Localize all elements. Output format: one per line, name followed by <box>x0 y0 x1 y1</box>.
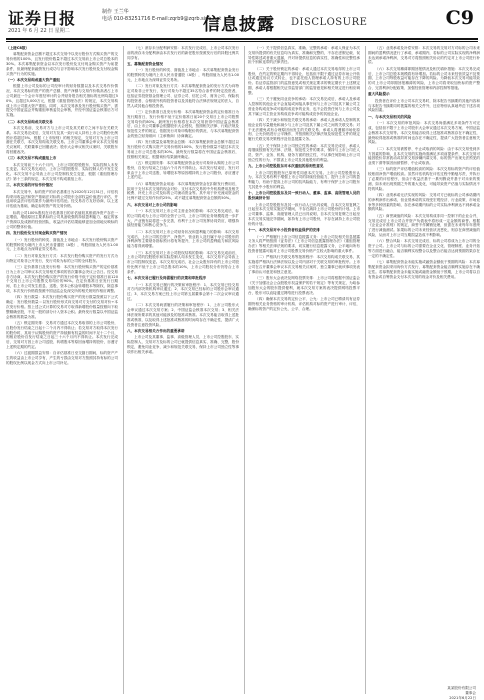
body-paragraph: （四）发行数量及募集资金总额：本次募集配套资金总额不超过以发行股份方式购买资产交易价格的100%，发行股份数量不超过本次交易前上市公司总股本的30%。最终发行数量将在中国证监会核准后，按照相关规定，根据询价结果最终确定。 <box>127 140 239 159</box>
signature-block <box>447 686 476 700</box>
body-paragraph: （一）发行股份的种类、面值及上市地点：本次发行股份购买资产的股票种类为境内上市人民币普通股（A股），每股面值为人民币1.00元，上市地点为深圳证券交易所。 <box>6 237 118 252</box>
body-paragraph: （二）严格执行关联交易等批准程序：本次交易构成关联交易，其实施将严格执行法律法规以及公司内部对于关联交易的审批程序。上市公司在召开董事会审议本次交易相关议案时，独立董事已就该事项发表了事前认可意见和独立意见。 <box>248 255 360 274</box>
body-paragraph: （四）确保本次交易的定价公平、公允：上市公司已聘请具有证券期货相关业务资格的审计机构、评估机构对标的资产进行审计、评估，确保标的资产的定价公允、公平、合理。 <box>248 296 360 311</box>
body-paragraph: 募集配套资金总额不超过本次交易中以发行股份方式购买资产的交易价格的100%，且发行股份数量不超过本次交易前上市公司总股本的30%。本次募集配套资金以本次发行股份及支付现金购买资产为前提条件，但最终配套融资发行成功与否不影响本次发行股份及支付现金购买资产行为的实施。 <box>6 52 118 76</box>
column-divider <box>123 46 124 694</box>
body-paragraph: （六）本次交易摊薄即期回报情况及相关填补措施：本次交易完成后，上市公司总股本规模将有所增加。若标的公司未来经营效益不及预期，上市公司每股收益可能存在下降的风险。为降低本次交易可能导致的对上市公司即期回报摊薄的风险，上市公司将采取加快标的资产整合、完善利润分配政策、加强经营管理和内部控制等措施。 <box>368 66 480 90</box>
body-paragraph: 本次交易前，交易对方与上市公司及其关联方之间不存在关联关系。本次交易完成后，交易对方及其一致行动人持有上市公司股份比例预计将超过5%，根据《上市规则》的相关规定，交易对方为上市公司潜在关联方，本次交易构成关联交易。上市公司董事会审议本次交易相关议案时，关联董事已回避表决；股东大会审议相关议案时，关联股东将回避表决。 <box>6 125 118 154</box>
body-paragraph: （四）关于减少和规范关联交易的承诺：承诺人及承诺人控制的其他企业将尽量避免和减少与上市公司及其下属公司之间的关联交易；对于无法避免或有合理原因而发生的关联交易，承诺人将遵循市场化原则、公允价格进行公平操作，并按照相关法律法规及规范性文件的规定履行关联交易决策程序及信息披露义务。 <box>248 117 360 142</box>
body-paragraph: （四）业绩承诺无法实现的风险：交易对方已就标的公司承诺期内的净利润作出承诺，但业绩承诺的实现受宏观经济、行业政策、市场竞争等多种因素的影响，存在承诺期内标的公司实际净利润达不到承诺金额的风险。 <box>368 193 480 212</box>
body-paragraph: （七）募集配套资金未能实施或融资金额低于预期的风险：本次募集配套资金拟采用询价方式发行，募集配套资金能否顺利实施存在不确定性。若募集配套资金未能实施或融资金额低于预期，上市公司将以自有资金或自筹资金支付本次交易的现金对价及相关费用。 <box>368 260 480 279</box>
section-heading: （三）本次交易不构成重组上市 <box>6 156 57 161</box>
masthead-rule-thin <box>6 41 478 42</box>
masthead <box>6 4 478 38</box>
body-paragraph: （一）关于提供信息真实、准确、完整的承诺：承诺人保证为本次交易所提供的有关信息均为真实、准确和完整的，不存在虚假记载、误导性陈述或者重大遗漏，并对所提供信息的真实性、准确性和完整性承担个别和连带的法律责任。 <box>248 46 360 65</box>
body-paragraph: （三）定价基准日及发行价格：本次募集配套资金的定价基准日为发行期首日，发行价格不低于定价基准日前20个交易日上市公司股票交易均价的80%。最终发行价格将在本次交易获得中国证监会核准后，由上市公司董事会根据股东大会授权，按照相关法律、行政法规及规范性文件的规定，依据发行对象申购报价的情况，与本次募集配套资金的独立财务顾问（主承销商）协商确定。 <box>127 109 239 138</box>
body-paragraph: （三）本次交易对上市公司股权结构的影响：本次交易完成前后，上市公司的控股股东和实际控制人均未发生变化，本次交易不会导致上市公司控制权变更。本次交易完成后，社会公众股东持有的上市公司股份比例不低于上市公司总股本的10%，上市公司股权分布仍符合上市条件。 <box>127 250 239 274</box>
body-paragraph: （一）严格履行上市公司信息披露义务：上市公司及相关信息披露义务人将严格按照《证券法》《上市公司信息披露管理办法》《重组管理办法》等相关法律法规的要求，切实履行信息披露义务，公平地向所有投资者披露可能对上市公司股票交易价格产生较大影响的重大事件。 <box>248 234 360 254</box>
section-heading: 五、募集配套资金情况 <box>127 61 163 66</box>
body-paragraph: 本次交易中，标的资产的评估基准日为2020年12月31日，评估机构采用收益法和资产基础法对标的公司股东全部权益价值进行评估，并选用收益法评估结果作为最终评估结论。经交易各方友好协商，以上述评估值为基础，确定标的资产的交易价格。 <box>6 189 118 209</box>
body-paragraph: （七）滚存未分配利润安排：本次发行完成后，上市公司本次发行前的滚存未分配利润由本次发行后的新老股东按照发行后的持股比例共同享有。 <box>127 46 239 60</box>
text-column-1 <box>6 46 118 694</box>
body-paragraph: （五）业绩承诺及补偿安排：本次交易的交易对方对标的公司未来期间的盈利情况进行了承诺，承诺期内，若标的公司实际实现的净利润未达到承诺净利润，交易对方将按照相关协议的约定对上市公司进行补偿。 <box>368 46 480 65</box>
section-heading: （上接C8版） <box>6 46 30 50</box>
section-heading: （二）本次交易构成关联交易 <box>6 119 53 124</box>
body-paragraph: （一）发行股份的种类、面值及上市地点：本次募集配套资金发行的股票种类为境内上市人民币普通股（A股），每股面值为人民币1.00元，上市地点为深圳证券交易所。 <box>127 68 239 82</box>
signature-date: 2021年6月22日 <box>449 695 476 700</box>
body-paragraph: （五）锁定期安排：本次募集配套资金发行对象所认购的上市公司股份，自发行结束之日起六个月内不得转让。本次发行结束后，发行对象由于上市公司送股、转增股本等原因增持的上市公司股份，亦应遵守上述约定。 <box>127 161 239 180</box>
body-paragraph: （一）本次交易对上市公司主营业务的影响：本次交易完成后，标的公司将成为上市公司的全资子公司，上市公司的业务规模将进一步扩大，产业链布局将进一步完善，有利于上市公司发挥协同效应，增强持续经营能力和核心竞争力。 <box>127 209 239 228</box>
body-paragraph: （三）定价基准日及发行价格：本次发行股份购买资产的定价基准日为上市公司审议本次交易相关事项的首次董事会决议公告日。经交易各方协商，本次发行股份购买资产的发行价格不低于定价基准日前120个交易日上市公司股票交易均价的90%。在定价基准日至发行日期间，若上市公司发生派息、送股、资本公积金转增股本等除权、除息事项，本次发行价格将按照中国证监会及深交所的相关规则作相应调整。 <box>6 264 118 293</box>
article-body <box>6 46 478 694</box>
section-heading: 三、本次交易的评估作价情况 <box>6 183 53 188</box>
section-heading: （一）本次交易构成重大资产重组 <box>6 77 60 82</box>
text-column-3 <box>248 46 360 694</box>
body-paragraph: （六）整合风险：本次交易完成后，标的公司将成为上市公司的全资子公司。上市公司与标的公司需要在企业文化、管理制度、业务开拓等方面进行融合，能否顺利实现整合以及整合后能否达到预期效果存在一定的不确定性。 <box>368 239 480 258</box>
body-paragraph: 投资者在评价上市公司本次交易时，除本报告书摘要的其他内容和与本报告书摘要同时披露的相关文件外，还应特别认真地考虑下述各项风险因素。 <box>368 98 480 113</box>
body-paragraph: （一）本次交易的审批风险：本次交易尚需满足多项条件方可完成，包括但不限于上市公司股东大会审议通过本次交易方案、中国证监会核准本次交易等。本次交易能否取得上述批准或核准存在不确定性，最终取得批准或核准的时间也存在不确定性，提请广大投资者注意相关风险。 <box>368 121 480 145</box>
newspaper-logo: 证券日报 <box>8 9 77 28</box>
masthead-rule <box>6 38 478 40</box>
section-heading: 十、上市公司控股股东及其一致行动人、董事、监事、高级管理人员的股份减持计划 <box>248 191 360 201</box>
body-paragraph: （三）关于避免同业竞争的承诺：本次交易完成后，承诺人及承诺人控制的其他企业不会直接或间接从事任何与上市公司及其下属公司主营业务构成竞争或可能构成竞争的业务，也不会投资任何与上市公司及其下属公司主营业务构成竞争或可能构成竞争的其他企业。 <box>248 97 360 116</box>
body-paragraph: （六）过渡期损益安排：自评估基准日至交割日期间，标的资产产生的收益由上市公司享有，产生的亏损由交易对方按照其持有标的公司的股权比例以现金方式向上市公司补足。 <box>6 351 118 365</box>
section-heading: 一、与本次交易相关的风险 <box>368 114 412 119</box>
body-paragraph: （二）发行对象及发行方式：本次募集配套资金的发行方式为向特定对象非公开发行，发行对象为不超过35名符合条件的特定投资者，包括证券投资基金管理公司、证券公司、信托公司、财务公司、保险机构投资者、合格境外机构投资者以及其他符合法律法规规定的法人、自然人或其他合格投资者。 <box>127 84 239 108</box>
section-heading: 八、本次交易相关方作出的重要承诺 <box>127 328 185 333</box>
body-paragraph: 上市公司控股股东及其一致行动人已出具说明，自本次交易复牌之日起至本次交易实施完毕期间，不存在减持上市公司股份的计划。上市公司董事、监事、高级管理人员已出具说明，自本次交易复牌之日起至本次交易实施完毕期间，如持有上市公司股份，不存在减持上市公司股份的计划。 <box>248 202 360 226</box>
text-column-2 <box>127 46 239 694</box>
text-column-4 <box>368 46 480 694</box>
body-paragraph: 上市公司控股股东已原则性同意本次交易。上市公司控股股东认为，本次交易有利于增强上市公司的持续经营能力，提升上市公司的盈利能力，有助于提高上市公司的抗风险能力，有利于保护上市公司股东尤其是中小股东的利益。 <box>248 170 360 190</box>
contact-line: 电话 010-83251716 E-mail:zqrb9@zqrb.sina.net <box>102 16 222 22</box>
body-paragraph: （二）本次交易被暂停、中止或取消的风险：由于本次交易受到多方因素的影响，且本次交易的实施尚需满足多项前提条件，本次交易可能因股价异常波动或异常交易涉嫌内幕交易、标的资产出现无法预见的业绩下滑等原因而被暂停、中止或取消。 <box>368 146 480 166</box>
body-paragraph: （五）锁定期安排：交易对方通过本次交易取得的上市公司股份，自股份发行结束之日起十二个月内不得转让；若交易对方取得本次发行的股份时，其用于认购股份的资产持续拥有权益的时间不足十二个月，则相应股份自发行结束之日起三十六个月内不得转让。本次发行完成后，交易对方因上市公司送股、转增股本等原因而增持的股份，亦遵守上述锁定期的约定。 <box>6 320 118 349</box>
page-number: C9 <box>445 7 474 29</box>
section-heading: 十一、本次交易对中小投资者权益保护的安排 <box>248 228 320 233</box>
section-heading: 四、发行股份及支付现金购买资产情况 <box>6 231 68 236</box>
section-heading: 重大风险提示 <box>368 92 390 97</box>
dateline: 2021 年 6 月 22 日 星期二 <box>8 28 70 34</box>
body-paragraph: （二）关于股份锁定的承诺：承诺人通过本次交易取得的上市公司股份，在约定的锁定期内不得转让，包括但不限于通过证券市场公开转让或通过协议方式转让，也不委托他人管理承诺人持有的上市公司股份。若证券监管部门的监管意见或相关规定要求的锁定期长于上述锁定期，承诺人将根据相关证券监管部门的监管意见和相关规定进行相应调整。 <box>248 66 360 95</box>
body-paragraph: （一）本次交易已履行的决策和审批程序：1、本次交易已经交易对方内部决策机构审议通过；2、本次交易已经标的公司股东会审议通过；3、本次交易方案已经上市公司第五届董事会第十二次会议审议通过。 <box>127 282 239 301</box>
body-paragraph: （二）发行对象及发行方式：本次发行股份购买资产的发行方式为向特定对象非公开发行，发行对象为标的公司的全体股东。 <box>6 253 118 263</box>
column-divider <box>365 46 366 694</box>
section-heading: 九、上市公司控股股东对本次重组的原则性意见 <box>248 164 324 169</box>
body-paragraph: （二）本次交易尚需履行的决策和审批程序：1、上市公司股东大会审议通过本次交易方案；2、中国证监会核准本次交易；3、相关法律法规所要求的其他可能涉及的批准或核准。本次交易能否取得上述批准或核准，以及取得上述批准或核准的时间均存在不确定性，提请广大投资者注意投资风险。 <box>127 303 239 327</box>
signature-company: 某某股份有限公司 <box>447 686 476 690</box>
body-paragraph: （六）募集配套资金用途：本次募集配套资金在扣除发行费用后，拟用于支付本次交易的现金对价、支付本次交易的中介机构费用及相关税费、补充上市公司及标的公司流动资金等。其中用于补充流动资金的比例不超过交易作价的25%，或不超过募集配套资金总额的50%。 <box>127 181 239 201</box>
body-paragraph: 上市公司及其董事、监事、高级管理人员，上市公司控股股东、实际控制人，交易对方及标的公司已就提供信息真实、准确、完整，股份锁定，避免同业竞争，减少和规范关联交易，保持上市公司独立性等事项作出相关承诺。 <box>127 335 239 354</box>
section-title-en: DISCLOSURE <box>291 17 368 28</box>
body-paragraph: （五）商誉减值的风险：本次交易构成非同一控制下的企业合并，交易完成后上市公司合并资产负债表中将形成一定金额的商誉。根据《企业会计准则》的规定，商誉不作摊销处理，但需在未来每年年度终了进行减值测试。如果标的公司未来经营状况恶化，则存在商誉减值的风险，从而对上市公司当期损益造成不利影响。 <box>368 213 480 238</box>
body-paragraph: （二）本次交易对上市公司财务状况和盈利能力的影响：本次交易完成后，上市公司的总资产、净资产、营业收入及归属于母公司股东的净利润等主要财务指标预计将有所提升，上市公司的盈利能力和抗风险能力将得到增强。 <box>127 229 239 249</box>
body-paragraph: 本次交易前三十六个月内，上市公司的控股股东、实际控制人未发生变更。本次交易完成后，上市公司控股股东、实际控制人仍不发生变化。本次交易不会导致上市公司控制权发生变更，根据《重组管理办法》第十三条的规定，本次交易不构成重组上市。 <box>6 162 118 182</box>
body-paragraph: 根据上市公司及标的公司经审计的财务数据以及本次交易作价情况，本次交易标的资产的资产总额、资产净额与交易作价孰高者占上市公司最近一个会计年度经审计的合并财务报告相关指标的比例均超过50%，且超过5,000万元，根据《重组管理办法》的规定，本次交易构成上市公司重大资产重组。同时，本次交易涉及发行股份购买资产，需提交中国证监会并购重组审核委员会审核，并经中国证监会核准后方可实施。 <box>6 84 118 118</box>
signature-board: 董事会 <box>465 690 476 695</box>
editor-line: 制作 王兰华 <box>102 9 129 15</box>
section-heading: 六、本次交易对上市公司的影响 <box>127 202 178 207</box>
body-paragraph: （三）股东大会表决及网络投票安排：上市公司将根据中国证监会《关于加强社会公众股股东权益保护的若干规定》等有关规定，为给参加股东大会的股东提供便利，就本次交易方案的表决提供网络投票平台，股东可以直接通过网络进行投票表决。 <box>248 276 360 295</box>
body-paragraph: （五）关于保持上市公司独立性的承诺：本次交易完成后，承诺人将继续按照有关法律、法规、规范性文件的要求，保持与上市公司在人员、资产、业务、机构、财务方面的独立性，不从事任何影响上市公司独立性的行为，不损害上市公司及其他股东的利益。 <box>248 143 360 162</box>
body-paragraph: 标的公司100%股权在评估基准日的评估值较其账面净资产存在一定增值，增值原因主要系标的公司具备较强的持续盈利能力、稳定的客户资源以及成熟的经营团队，收益法评估结果能够更加全面地反映标的公司的整体价值。 <box>6 210 118 230</box>
body-paragraph: （三）标的资产评估增值较高的风险：本次交易标的资产的评估值较账面净资产增值较高。虽然评估机构在评估过程中勤勉尽责，并执行了必要的评估程序，但由于收益法基于一系列假设并基于对未来的预测，如未来出现预期之外的重大变化，可能导致资产估值与实际情况不符的风险。 <box>368 167 480 191</box>
section-heading: 七、本次交易已履行及尚需履行的决策和审批程序 <box>127 276 207 281</box>
section-title: 信息披露 <box>203 15 275 35</box>
body-paragraph: （四）发行数量：本次发行股份购买资产的发行数量按照以下公式确定：发行股份数量＝以发行股份形式向交易对方支付的交易对价÷本次发行价格。按上述公式计算的交易对方取得新增股份数量按照向下取整精确至股，不足一股的部分计入资本公积。最终发行数量以中国证监会核准的数量为准。 <box>6 295 118 319</box>
column-divider <box>244 46 245 694</box>
